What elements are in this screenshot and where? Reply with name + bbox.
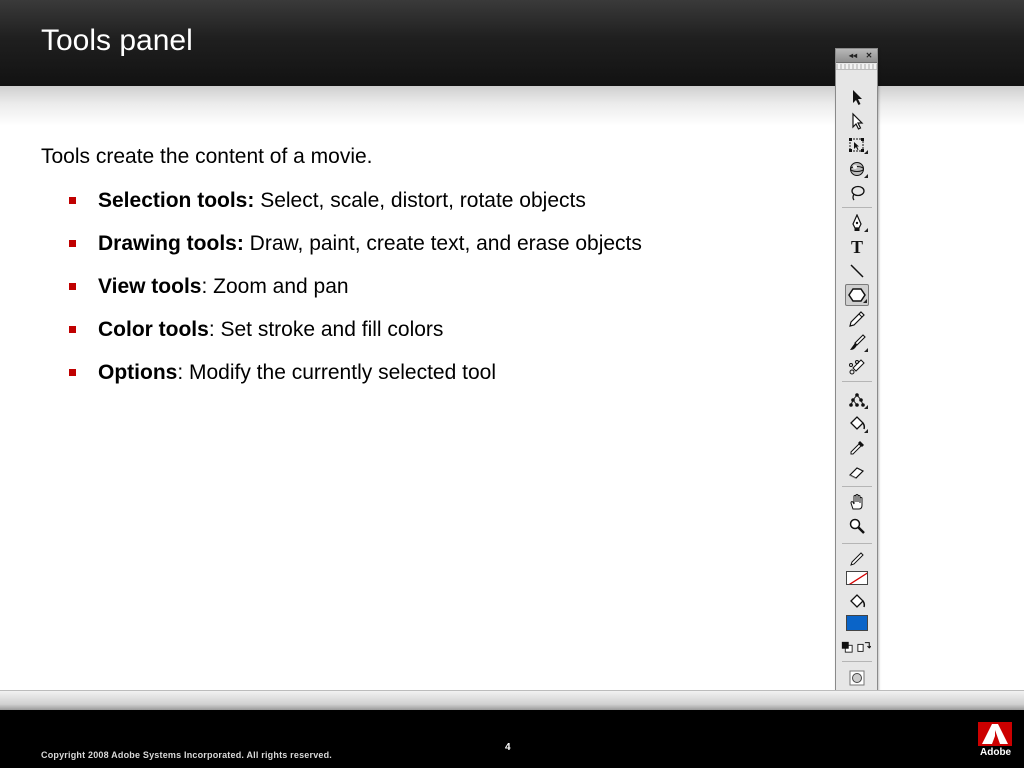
pen-tool[interactable] [845,212,869,234]
tool-separator [842,207,872,208]
bullet-bold: Selection tools: [98,189,255,212]
selection-tool[interactable] [845,86,869,108]
list-item [41,315,661,344]
bullet-marker [69,326,76,333]
lasso-icon [848,184,866,202]
bullet-text: : Set stroke and fill colors [208,318,444,341]
stroke-color-swatch[interactable] [846,571,868,585]
pencil-icon [848,550,866,568]
bullet-marker [69,369,76,376]
arrow-icon [848,88,866,106]
bullet-marker [69,283,76,290]
bullet-text: : Modify the currently selected tool [177,361,496,384]
flyout-indicator [864,174,868,178]
list-item [41,272,661,301]
adobe-wordmark: Adobe [980,747,1012,758]
tool-separator [842,543,872,544]
bullet-text: : Zoom and pan [201,275,349,298]
intro-text: Tools create the content of a movie. [41,145,373,168]
list-item [41,186,661,215]
footer-shade [0,690,1024,710]
eyedropper-icon [848,439,866,457]
flyout-indicator [864,228,868,232]
eraser-icon [848,463,866,481]
deco-tool[interactable] [845,356,869,378]
pencil-tool[interactable] [845,308,869,330]
hand-tool[interactable] [845,491,869,513]
tool-separator [842,661,872,662]
paint-bucket-tool[interactable] [845,413,869,435]
fill-color-tool[interactable] [845,591,869,613]
stroke-color-tool[interactable] [845,548,869,570]
slide-content [41,143,661,401]
black-white-button[interactable] [840,636,854,658]
eraser-tool[interactable] [845,461,869,483]
copyright-text: Copyright 2008 Adobe Systems Incorporated. All rights reserved. [41,750,333,760]
swap-colors-icon [857,640,871,654]
bullet-bold: Drawing tools: [98,232,244,255]
no-color-slash-icon [847,572,868,585]
bullet-list [41,186,661,387]
tools-panel [835,48,878,731]
paint-bucket-icon [848,593,866,611]
line-tool[interactable] [845,260,869,282]
text-tool[interactable] [845,236,869,258]
magnifier-icon [848,517,866,535]
page-number: 4 [505,742,511,753]
bullet-bold: View tools [98,275,202,298]
object-drawing-icon [848,669,866,687]
fill-color-swatch[interactable] [846,615,868,631]
bullet-marker [69,240,76,247]
lasso-tool[interactable] [845,182,869,204]
collapse-icon[interactable]: ◂◂ [848,51,858,60]
flyout-indicator [864,150,868,154]
flyout-indicator [864,348,868,352]
subselect-arrow-icon [848,112,866,130]
flyout-indicator [864,429,868,433]
panel-titlebar[interactable] [836,49,877,63]
bone-tool[interactable] [845,389,869,411]
black-white-icon [841,641,853,653]
text-icon: T [850,236,863,257]
object-drawing-option[interactable] [845,667,869,689]
free-transform-tool[interactable] [845,134,869,156]
tool-separator [842,486,872,487]
flyout-indicator [864,405,868,409]
pencil-icon [848,310,866,328]
rectangle-tool[interactable] [845,284,869,306]
brush-tool[interactable] [845,332,869,354]
close-icon[interactable]: ✕ [865,51,873,60]
flyout-indicator [863,299,867,303]
subselection-tool[interactable] [845,110,869,132]
bullet-text: Draw, paint, create text, and erase objects [243,232,642,255]
deco-icon [848,358,866,376]
hand-icon [848,493,866,511]
3d-rotation-tool[interactable] [845,158,869,180]
panel-grip[interactable] [836,64,877,70]
line-icon [848,262,866,280]
list-item [41,358,661,387]
list-item [41,229,661,258]
slide-title: Tools panel [41,24,193,57]
zoom-tool[interactable] [845,515,869,537]
swap-colors-button[interactable] [856,636,872,658]
tool-separator [842,381,872,382]
bullet-bold: Options [98,361,178,384]
eyedropper-tool[interactable] [845,437,869,459]
bullet-bold: Color tools [98,318,209,341]
bullet-marker [69,197,76,204]
bullet-text: Select, scale, distort, rotate objects [254,189,586,212]
